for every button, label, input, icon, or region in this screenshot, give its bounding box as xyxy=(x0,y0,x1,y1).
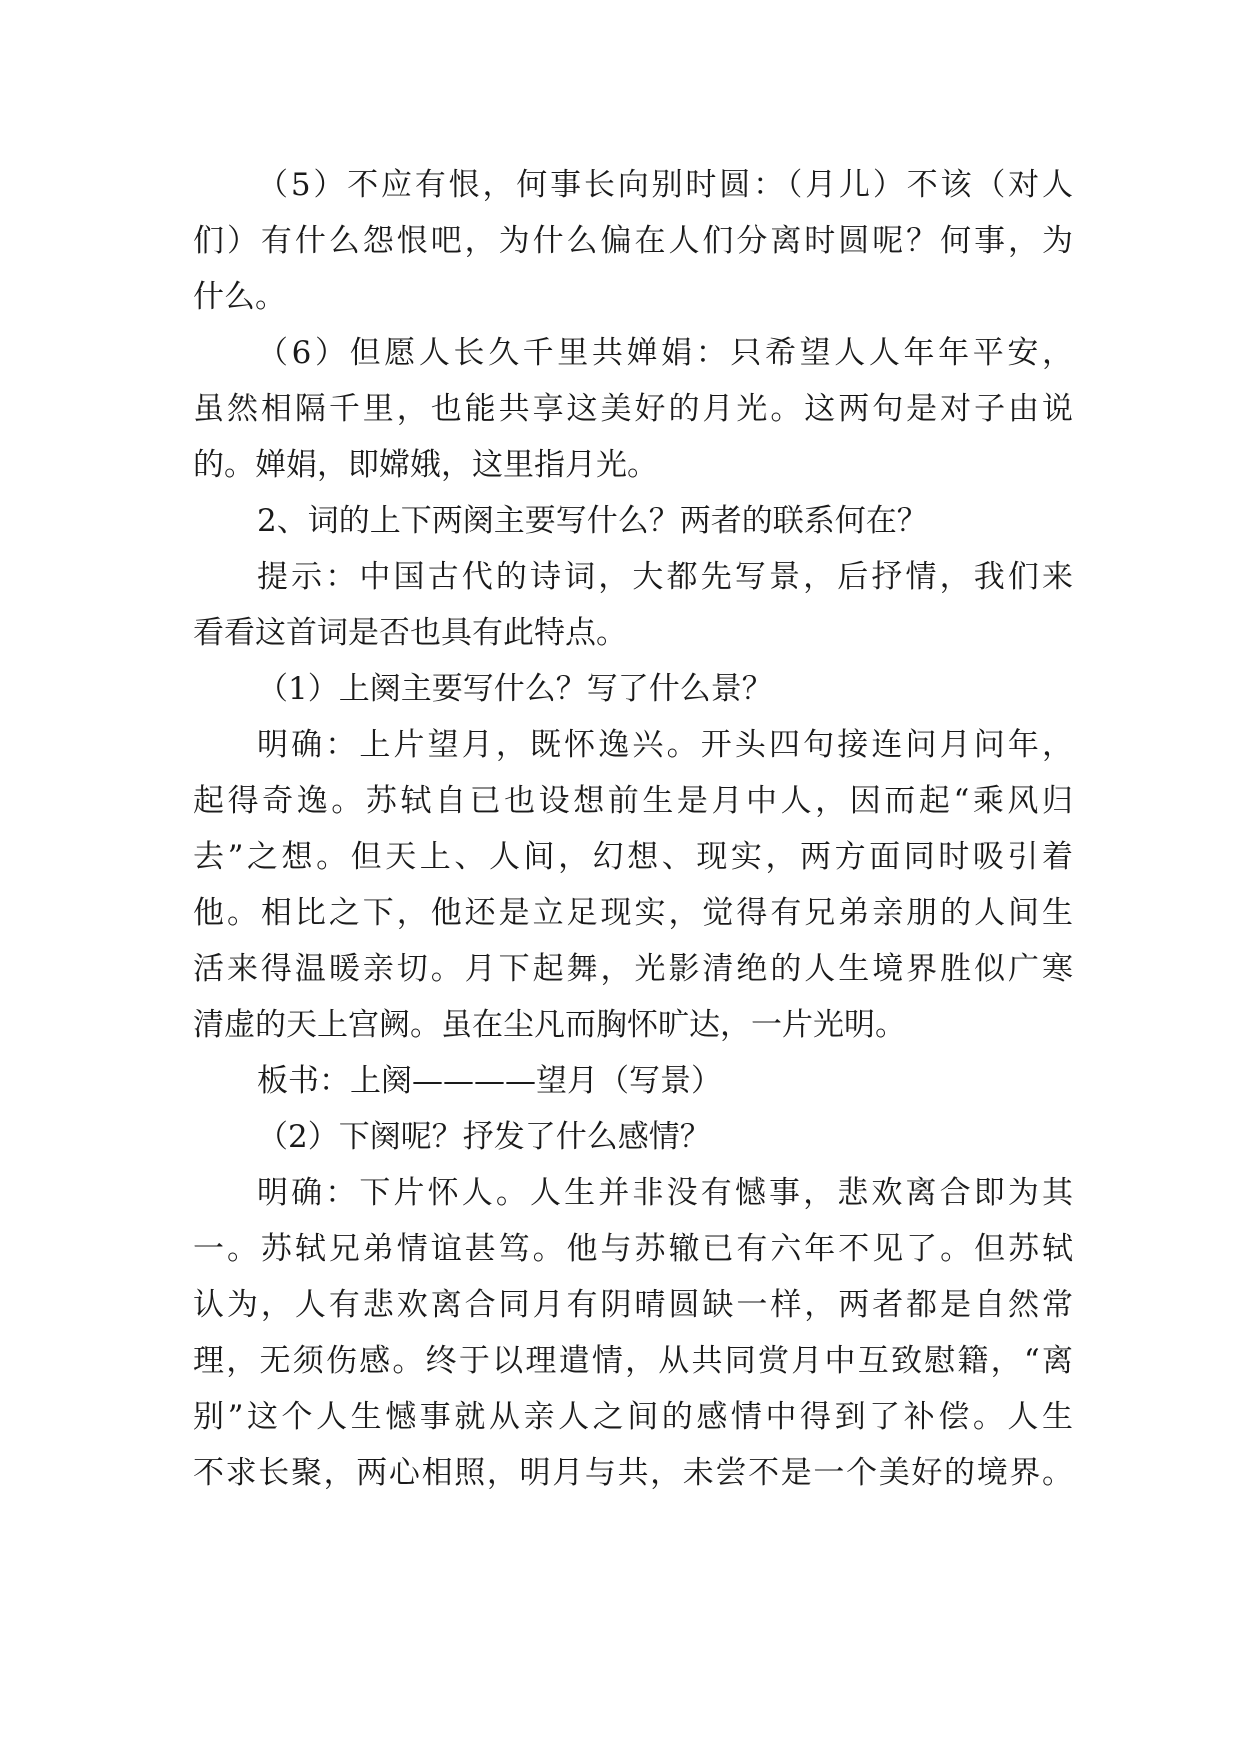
paragraph-1-line-1: （5）不应有恨，何事长向别时圆：（月儿）不该（对人 xyxy=(257,167,1073,203)
paragraph-9-line-5: 别”这个人生憾事就从亲人之间的感情中得到了补偿。人生 xyxy=(193,1399,1073,1435)
paragraph-8-line-1: （2）下阕呢？抒发了什么感情？ xyxy=(257,1119,711,1155)
paragraph-6-line-1: 明确：上片望月，既怀逸兴。开头四句接连问月问年， xyxy=(257,727,1073,763)
paragraph-9-line-2: 一。苏轼兄弟情谊甚笃。他与苏辙已有六年不见了。但苏轼 xyxy=(193,1231,1073,1267)
paragraph-9-line-6: 不求长聚，两心相照，明月与共，未尝不是一个美好的境界。 xyxy=(193,1455,1073,1491)
paragraph-9-line-4: 理，无须伤感。终于以理遣情，从共同赏月中互致慰籍，“离 xyxy=(193,1343,1073,1379)
paragraph-6-line-5: 活来得温暖亲切。月下起舞，光影清绝的人生境界胜似广寒 xyxy=(193,951,1073,987)
paragraph-2-line-2: 虽然相隔千里，也能共享这美好的月光。这两句是对子由说 xyxy=(193,391,1073,427)
paragraph-4-line-1: 提示：中国古代的诗词，大都先写景，后抒情，我们来 xyxy=(257,559,1073,595)
paragraph-3-line-1: 2、词的上下两阕主要写什么？两者的联系何在？ xyxy=(257,503,928,539)
paragraph-9-line-1: 明确：下片怀人。人生并非没有憾事，悲欢离合即为其 xyxy=(257,1175,1073,1211)
paragraph-6-line-4: 他。相比之下，他还是立足现实，觉得有兄弟亲朋的人间生 xyxy=(193,895,1073,931)
paragraph-1-line-2: 们）有什么怨恨吧，为什么偏在人们分离时圆呢？何事，为 xyxy=(193,223,1073,259)
paragraph-1-line-3: 什么。 xyxy=(193,279,286,315)
paragraph-2-line-1: （6）但愿人长久千里共婵娟：只希望人人年年平安， xyxy=(257,335,1073,371)
paragraph-6-line-2: 起得奇逸。苏轼自已也设想前生是月中人，因而起“乘风归 xyxy=(193,783,1073,819)
paragraph-5-line-1: （1）上阕主要写什么？写了什么景？ xyxy=(257,671,773,707)
paragraph-6-line-6: 清虚的天上宫阙。虽在尘凡而胸怀旷达，一片光明。 xyxy=(193,1007,906,1043)
paragraph-7-line-1: 板书：上阕————望月（写景） xyxy=(257,1063,722,1099)
paragraph-9-line-3: 认为，人有悲欢离合同月有阴晴圆缺一样，两者都是自然常 xyxy=(193,1287,1073,1323)
paragraph-2-line-3: 的。婵娟，即嫦娥，这里指月光。 xyxy=(193,447,658,483)
paragraph-6-line-3: 去”之想。但天上、人间，幻想、现实，两方面同时吸引着 xyxy=(193,839,1073,875)
paragraph-4-line-2: 看看这首词是否也具有此特点。 xyxy=(193,615,627,651)
